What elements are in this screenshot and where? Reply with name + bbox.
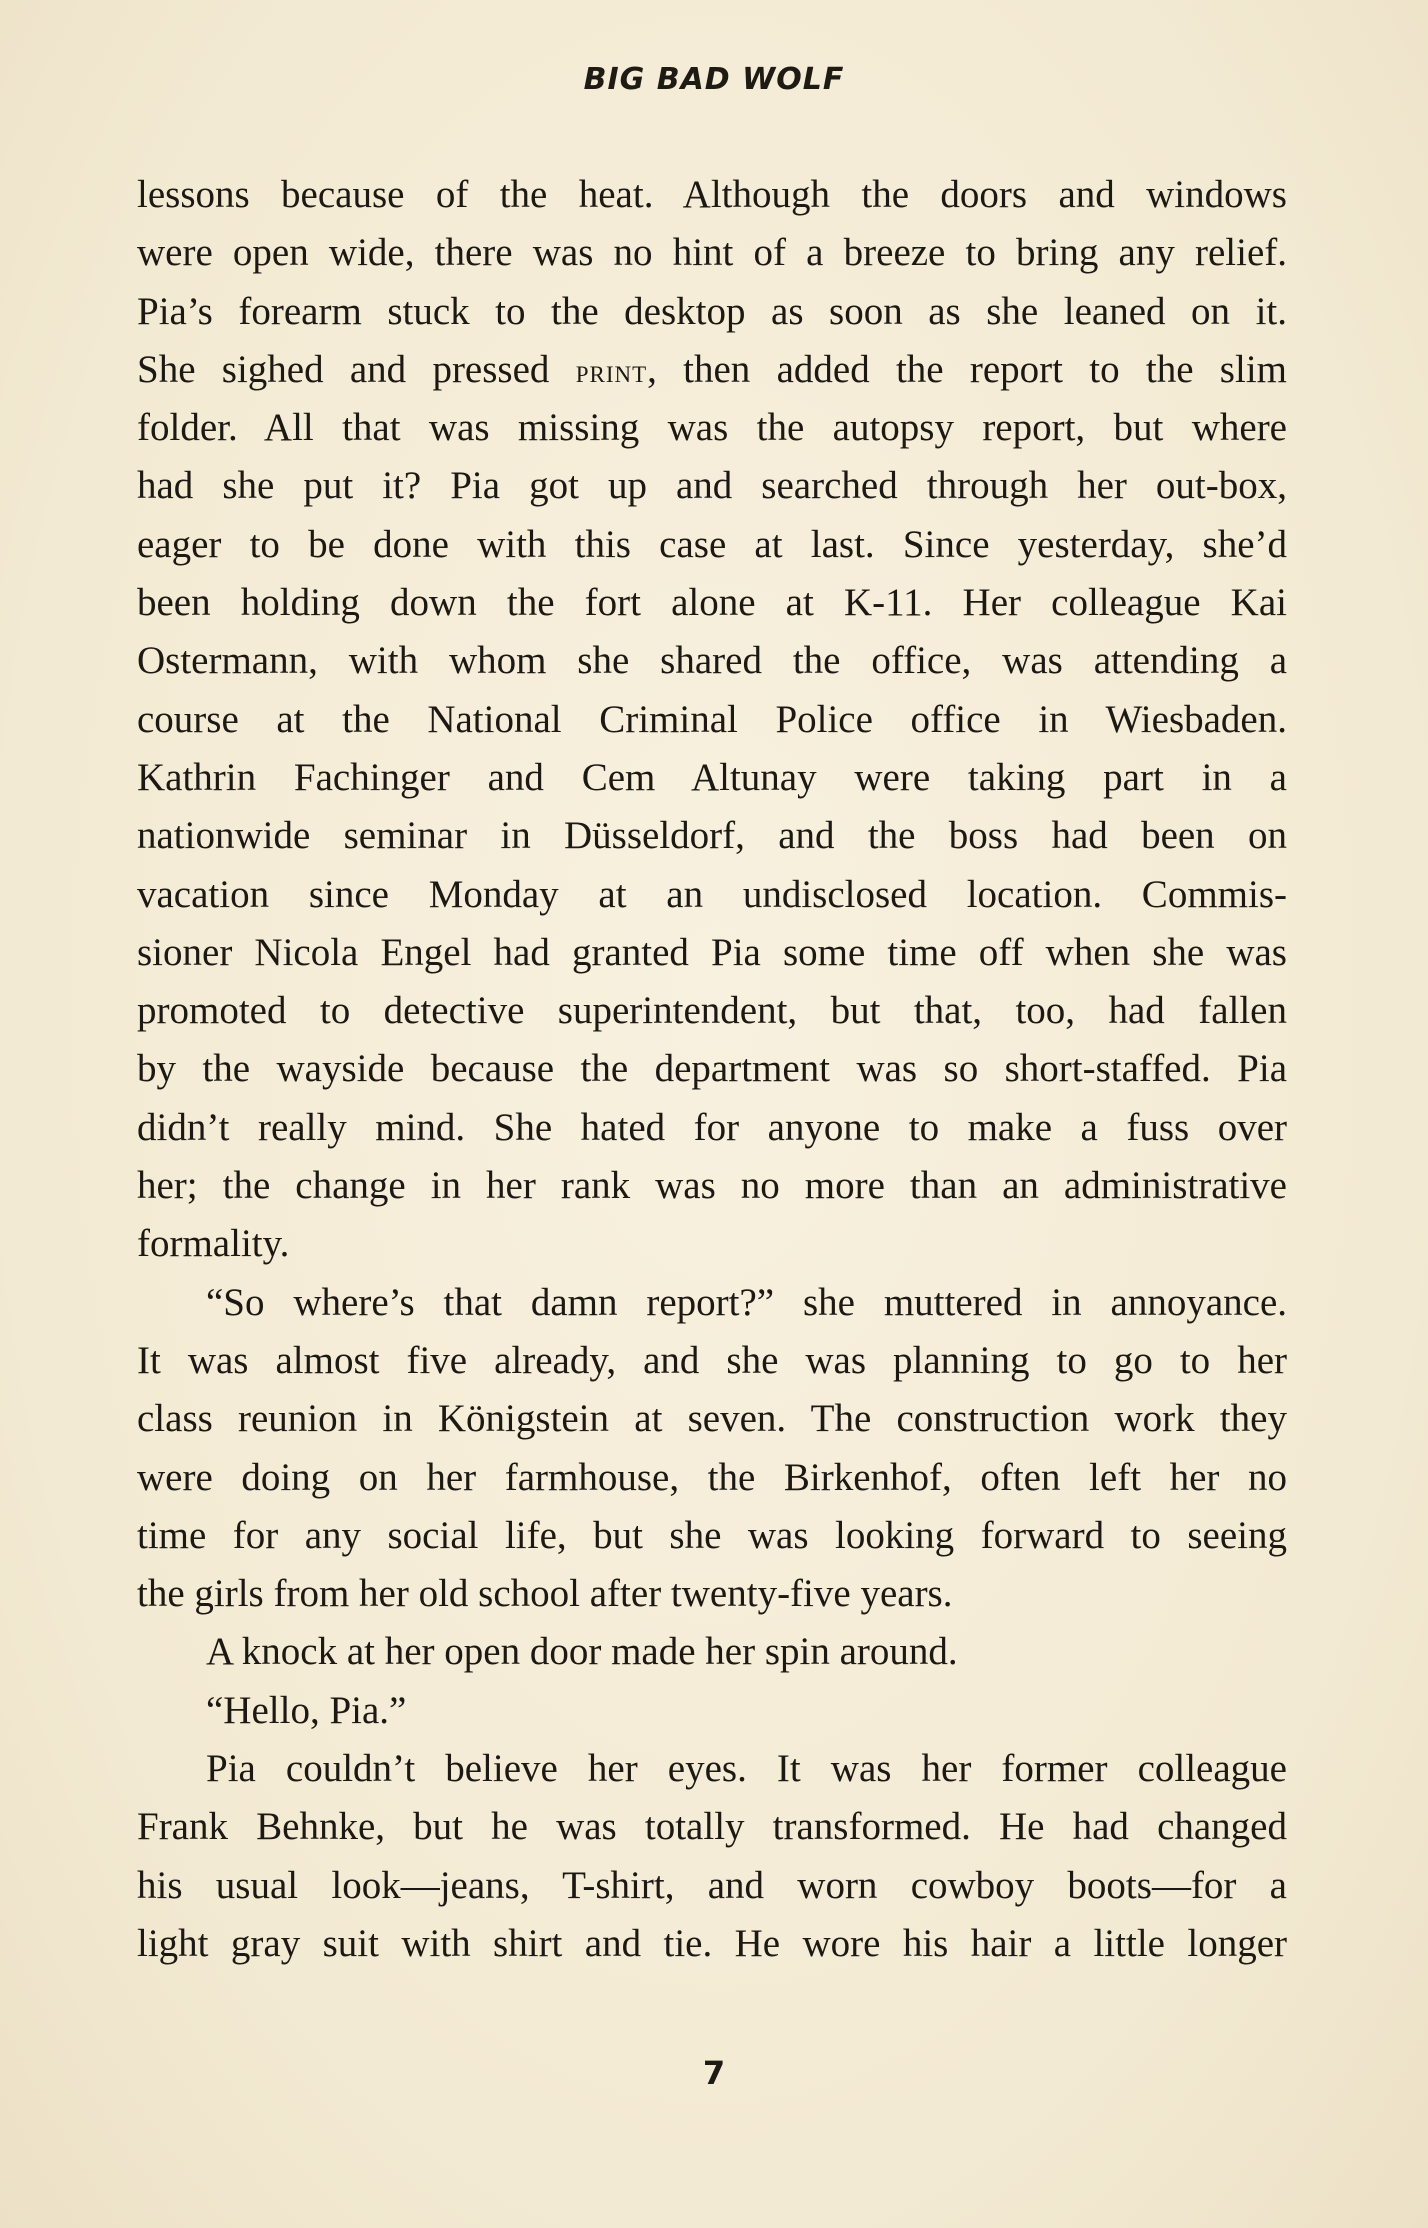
running-head: BIG BAD WOLF [583, 62, 845, 97]
text-line: class reunion in Königstein at seven. The construction work they [137, 1397, 1287, 1441]
text-line: were open wide, there was no hint of a breeze to bring any relief. [137, 231, 1287, 275]
text-line: didn’t really mind. She hated for anyone to make a fuss over [137, 1105, 1287, 1149]
text-line: his usual look—jeans, T-shirt, and worn cowboy boots—for a [137, 1863, 1287, 1907]
text-segment: She sighed and pressed [137, 347, 576, 391]
text-line: Frank Behnke, but he was totally transformed. He had changed [137, 1805, 1287, 1849]
text-line: “So where’s that damn report?” she muttered in annoyance. [206, 1280, 1287, 1324]
text-line: A knock at her open door made her spin around. [206, 1630, 958, 1674]
text-line: sioner Nicola Engel had granted Pia some time off when she was [137, 930, 1287, 974]
text-line: Ostermann, with whom she shared the office, was attending a [137, 639, 1287, 683]
body-text [137, 166, 1287, 1973]
text-line: her; the change in her rank was no more than an administrative [137, 1164, 1287, 1208]
text-line [137, 341, 1287, 399]
text-line: the girls from her old school after twenty-five years. [137, 1572, 953, 1616]
text-line: Pia’s forearm stuck to the desktop as soon as she leaned on it. [137, 289, 1287, 333]
text-line: course at the National Criminal Police office in Wiesbaden. [137, 697, 1287, 741]
text-line: lessons because of the heat. Although the doors and windows [137, 173, 1287, 216]
text-line: nationwide seminar in Düsseldorf, and the boss had been on [137, 814, 1287, 858]
text-line: promoted to detective superintendent, but that, too, had fallen [137, 989, 1287, 1033]
text-line: had she put it? Pia got up and searched through her out-box, [137, 464, 1287, 508]
page-number: 7 [702, 2054, 726, 2092]
text-line: light gray suit with shirt and tie. He wore his hair a little longer [137, 1921, 1287, 1965]
text-line: folder. All that was missing was the autopsy report, but where [137, 406, 1287, 450]
text-line: eager to be done with this case at last. Since yesterday, she’d [137, 522, 1287, 566]
text-line: formality. [137, 1222, 290, 1266]
text-line: by the wayside because the department was so short-staffed. Pia [137, 1047, 1287, 1091]
text-line: Pia couldn’t believe her eyes. It was her former colleague [206, 1747, 1287, 1791]
text-line: were doing on her farmhouse, the Birkenhof, often left her no [137, 1455, 1287, 1499]
text-line: Kathrin Fachinger and Cem Altunay were taking part in a [137, 755, 1287, 799]
text-line: “Hello, Pia.” [206, 1688, 407, 1732]
text-line: It was almost five already, and she was planning to go to her [137, 1338, 1287, 1382]
small-caps-word: print [575, 353, 648, 390]
text-line: been holding down the fort alone at K-11. Her colleague Kai [137, 581, 1287, 625]
text-segment: , then added the report to the slim [647, 347, 1287, 391]
text-line: vacation since Monday at an undisclosed location. Commis- [137, 872, 1287, 916]
text-line: time for any social life, but she was looking forward to seeing [137, 1513, 1287, 1557]
